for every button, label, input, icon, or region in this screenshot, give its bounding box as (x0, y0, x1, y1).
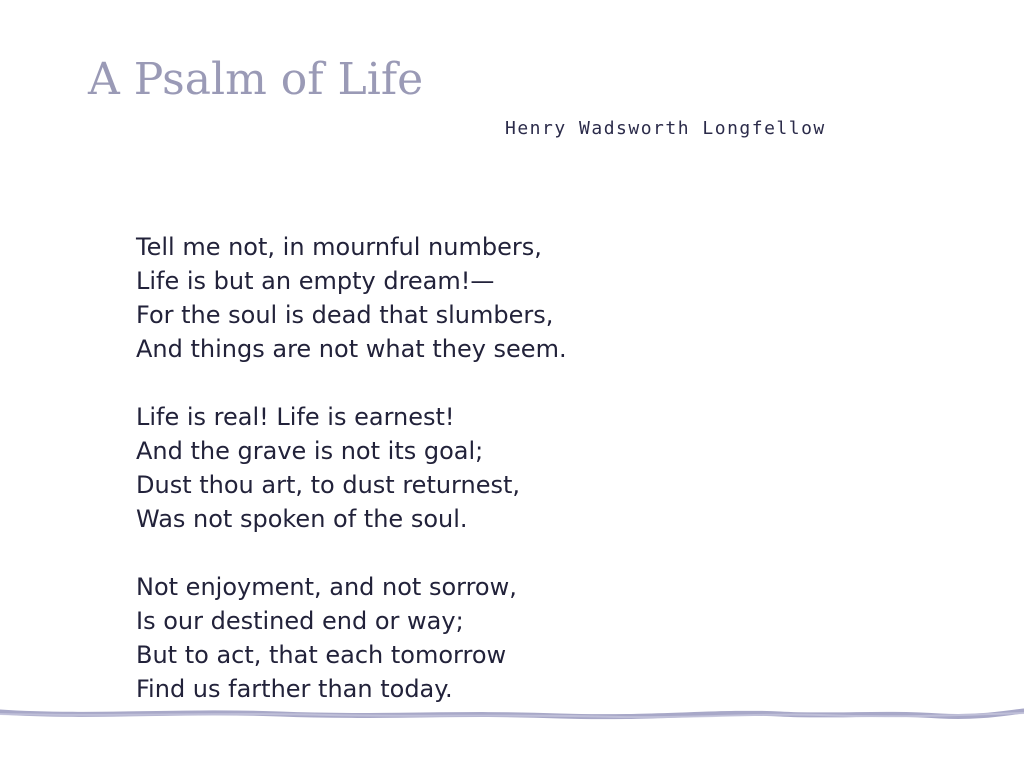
poem-line: And things are not what they seem. (136, 335, 567, 363)
stanza (136, 400, 567, 536)
poem-line: Tell me not, in mournful numbers, (136, 233, 542, 261)
poem-line: For the soul is dead that slumbers, (136, 301, 554, 329)
stanza (136, 230, 567, 366)
author-name: Henry Wadsworth Longfellow (505, 118, 826, 139)
poem-body (136, 230, 567, 706)
poem-line: And the grave is not its goal; (136, 437, 484, 465)
poem-line: But to act, that each tomorrow (136, 641, 507, 669)
poem-line: Find us farther than today. (136, 675, 453, 703)
stanza (136, 570, 567, 706)
poem-line: Dust thou art, to dust returnest, (136, 471, 521, 499)
poem-line: Was not spoken of the soul. (136, 505, 468, 533)
decorative-wave-line (0, 700, 1024, 730)
poem-line: Life is real! Life is earnest! (136, 403, 455, 431)
poem-line: Is our destined end or way; (136, 607, 464, 635)
poem-line: Life is but an empty dream!— (136, 267, 495, 295)
poem-line: Not enjoyment, and not sorrow, (136, 573, 517, 601)
slide-title: A Psalm of Life (88, 54, 424, 105)
